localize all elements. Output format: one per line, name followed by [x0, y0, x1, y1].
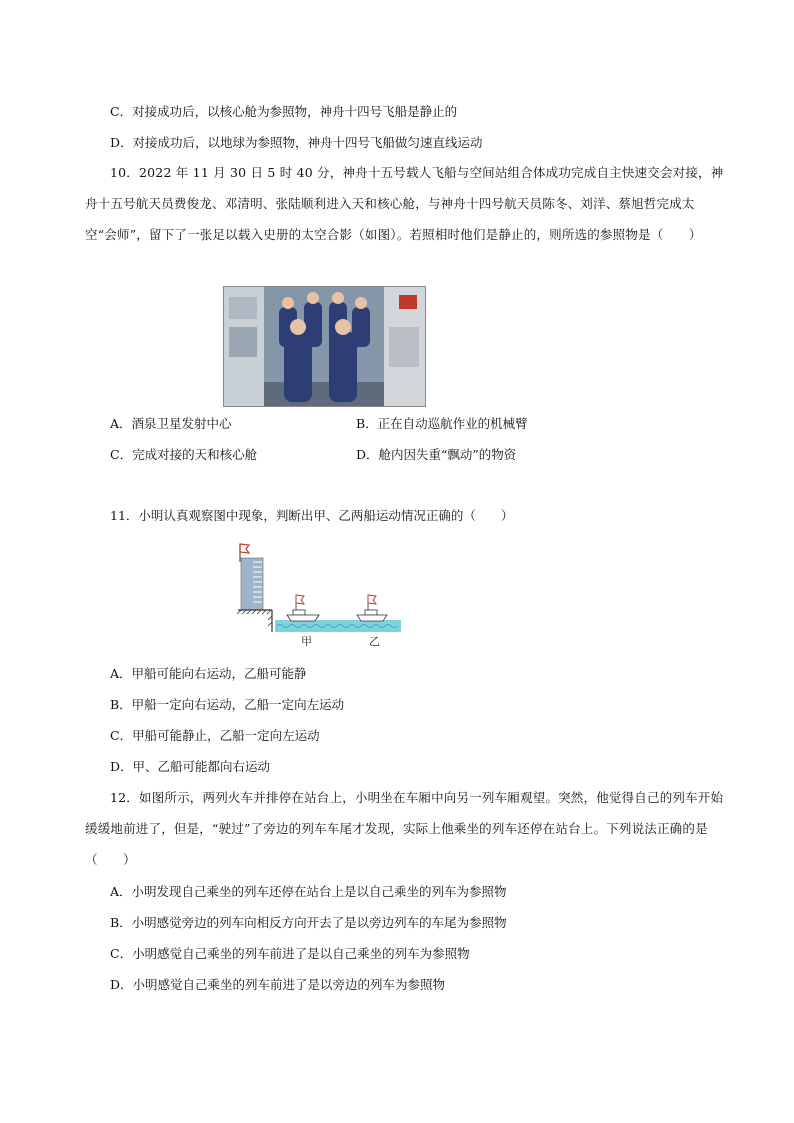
astronaut-photo-illustration	[224, 287, 425, 406]
q11-stem: 11．小明认真观察图中现象，判断出甲、乙两船运动情况正确的（ ）	[110, 508, 514, 523]
water	[275, 620, 401, 632]
boats-figure	[235, 540, 405, 650]
q11-option-a: A．甲船可能向右运动，乙船可能静	[110, 666, 307, 681]
boat-a-label: 甲	[301, 635, 312, 648]
q12-stem: 12．如图所示，两列火车并排停在站台上，小明坐在车厢中向另一列车厢观望。突然，他觉得自己的列车开始缓缓地前进了，但是，“驶过”了旁边的列车车尾才发现，实际上他乘坐的列车还停在站台上。下列说法正确的是（ ）	[85, 790, 724, 867]
q11-option-b: B．甲船一定向右运动，乙船一定向左运动	[110, 697, 345, 712]
q9-option-c: C．对接成功后，以核心舱为参照物，神舟十四号飞船是静止的	[110, 104, 458, 119]
q10-option-d: D．舱内因失重“飘动”的物资	[356, 447, 517, 462]
q10-stem: 10．2022 年 11 月 30 日 5 时 40 分，神舟十五号载人飞船与空间站组合体成功完成自主快速交会对接，神舟十五号航天员费俊龙、邓清明、张陆顺利进入天和核心舱，与神舟十四号航天员陈冬、刘洋、蔡旭哲完成太空“会师”，留下了一张足以载入史册的太空合影（如图）。若照相时他们是静止的，则所选的参照物是（ ）	[85, 165, 724, 242]
boat-a-icon	[287, 595, 319, 621]
q12-option-d: D．小明感觉自己乘坐的列车前进了是以旁边的列车为参照物	[110, 977, 446, 992]
boat-b-icon	[357, 595, 387, 621]
q12-option-c: C．小明感觉自己乘坐的列车前进了是以自己乘坐的列车为参照物	[110, 946, 470, 961]
astronaut-group-photo	[223, 286, 426, 407]
q12-option-b: B．小明感觉旁边的列车向相反方向开去了是以旁边列车的车尾为参照物	[110, 915, 507, 930]
q11-option-c: C．甲船可能静止，乙船一定向左运动	[110, 728, 320, 743]
q10-option-b: B．正在自动巡航作业的机械臂	[356, 416, 528, 431]
q9-option-d: D．对接成功后，以地球为参照物，神舟十四号飞船做匀速直线运动	[110, 135, 483, 150]
q10-option-c: C．完成对接的天和核心舱	[110, 447, 258, 462]
boats-diagram	[235, 540, 405, 650]
q10-option-a: A．酒泉卫星发射中心	[110, 416, 232, 431]
building-flag-icon	[240, 544, 249, 553]
q12-option-a: A．小明发现自己乘坐的列车还停在站台上是以自己乘坐的列车为参照物	[110, 884, 507, 899]
q11-option-d: D．甲、乙船可能都向右运动	[110, 759, 271, 774]
boat-b-label: 乙	[369, 635, 380, 648]
